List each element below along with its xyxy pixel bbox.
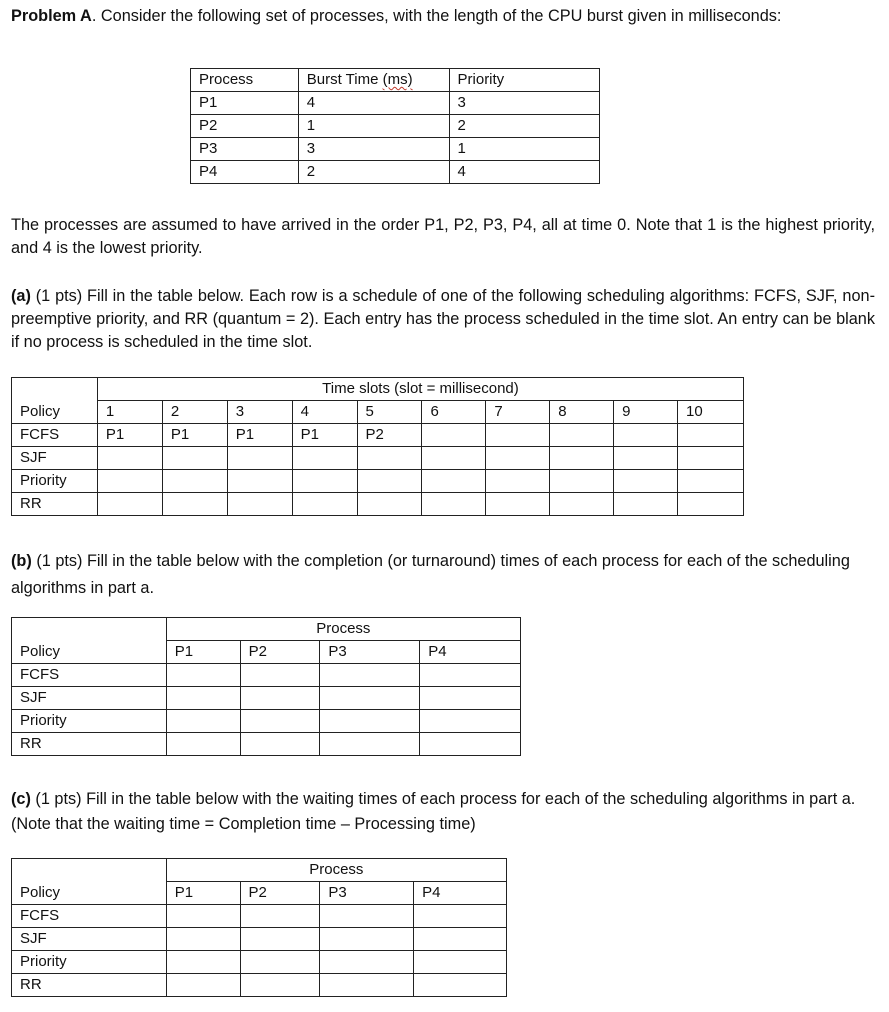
- process-column-header: P1: [166, 641, 240, 664]
- answer-cell[interactable]: [320, 664, 420, 687]
- slot-cell[interactable]: [486, 493, 550, 516]
- table-row: [12, 493, 744, 516]
- table-row: [191, 161, 600, 184]
- table-row: [12, 974, 507, 997]
- process-cell: P2: [191, 115, 299, 138]
- burst-time-header: [298, 69, 449, 92]
- priority-cell: 4: [449, 161, 599, 184]
- completion-table: [11, 617, 521, 756]
- process-column-header: P3: [320, 882, 414, 905]
- answer-cell[interactable]: [240, 928, 320, 951]
- table-row: [12, 905, 507, 928]
- policy-cell: Priority: [12, 951, 167, 974]
- burst-cell: 1: [298, 115, 449, 138]
- priority-cell: 3: [449, 92, 599, 115]
- answer-cell[interactable]: [166, 710, 240, 733]
- slot-cell[interactable]: [227, 447, 292, 470]
- answer-cell[interactable]: [166, 974, 240, 997]
- policy-header: Policy: [12, 641, 167, 664]
- answer-cell[interactable]: [240, 733, 320, 756]
- process-table-header: [191, 69, 600, 92]
- part-a-text: [11, 285, 875, 354]
- burst-time-unit: (ms): [382, 71, 413, 88]
- process-column-header: P2: [240, 641, 320, 664]
- policy-header: Policy: [12, 882, 167, 905]
- process-cell: P3: [191, 138, 299, 161]
- part-c-instructions: (1 pts) Fill in the table below with the waiting times of each process for each of the scheduling algorithms in part a. (Note that the waiting time = Completion time – Processing time): [11, 790, 856, 833]
- answer-cell[interactable]: [414, 905, 507, 928]
- answer-cell[interactable]: [240, 974, 320, 997]
- answer-cell[interactable]: [320, 905, 414, 928]
- slot-cell[interactable]: [614, 470, 678, 493]
- slot-cell[interactable]: [292, 493, 357, 516]
- slot-cell[interactable]: [422, 493, 486, 516]
- slot-cell[interactable]: P1: [227, 424, 292, 447]
- policy-spacer-cell: [12, 859, 167, 882]
- slot-header: 7: [486, 401, 550, 424]
- answer-cell[interactable]: [420, 710, 521, 733]
- table-row: [12, 951, 507, 974]
- schedule-slot-row: [12, 401, 744, 424]
- table-row: [12, 664, 521, 687]
- policy-cell: Priority: [12, 710, 167, 733]
- table-row: [191, 92, 600, 115]
- answer-cell[interactable]: [320, 951, 414, 974]
- priority-cell: 1: [449, 138, 599, 161]
- burst-time-label: Burst Time: [306, 71, 383, 88]
- priority-cell: 2: [449, 115, 599, 138]
- time-slots-header: Time slots (slot = millisecond): [97, 378, 743, 401]
- policy-cell: SJF: [12, 447, 98, 470]
- policy-cell: SJF: [12, 687, 167, 710]
- slot-cell[interactable]: [357, 493, 422, 516]
- slot-cell[interactable]: [97, 493, 162, 516]
- schedule-group-header-row: [12, 378, 744, 401]
- policy-cell: FCFS: [12, 424, 98, 447]
- answer-cell[interactable]: [420, 687, 521, 710]
- assumption-text: The processes are assumed to have arrived in the order P1, P2, P3, P4, all at time 0. Note that 1 is the highest priority, and 4 is the lowest priority.: [11, 216, 875, 257]
- policy-cell: FCFS: [12, 905, 167, 928]
- problem-statement: [11, 5, 881, 28]
- slot-cell[interactable]: [678, 470, 744, 493]
- slot-cell[interactable]: [550, 424, 614, 447]
- part-a-label: (a): [11, 287, 31, 305]
- slot-cell[interactable]: [678, 424, 744, 447]
- answer-cell[interactable]: [414, 951, 507, 974]
- burst-cell: 3: [298, 138, 449, 161]
- table-row: [12, 447, 744, 470]
- slot-cell[interactable]: [678, 493, 744, 516]
- answer-cell[interactable]: [166, 928, 240, 951]
- slot-cell[interactable]: [614, 447, 678, 470]
- policy-spacer-cell: [12, 378, 98, 401]
- completion-column-row: [12, 641, 521, 664]
- table-row: [12, 928, 507, 951]
- answer-cell[interactable]: [320, 928, 414, 951]
- slot-cell[interactable]: [614, 424, 678, 447]
- process-group-header: Process: [166, 618, 520, 641]
- slot-cell[interactable]: [357, 470, 422, 493]
- slot-header: 4: [292, 401, 357, 424]
- answer-cell[interactable]: [240, 664, 320, 687]
- answer-cell[interactable]: [414, 974, 507, 997]
- slot-cell[interactable]: [550, 470, 614, 493]
- table-row: [12, 687, 521, 710]
- slot-cell[interactable]: [422, 424, 486, 447]
- slot-header: 8: [550, 401, 614, 424]
- completion-group-header-row: [12, 618, 521, 641]
- slot-cell[interactable]: [227, 493, 292, 516]
- process-cell: P1: [191, 92, 299, 115]
- slot-cell[interactable]: [162, 447, 227, 470]
- part-b-label: (b): [11, 552, 32, 570]
- slot-header: 5: [357, 401, 422, 424]
- answer-cell[interactable]: [166, 664, 240, 687]
- answer-cell[interactable]: [320, 687, 420, 710]
- table-row: [12, 710, 521, 733]
- slot-cell[interactable]: [422, 470, 486, 493]
- answer-cell[interactable]: [240, 905, 320, 928]
- policy-cell: SJF: [12, 928, 167, 951]
- slot-cell[interactable]: [614, 493, 678, 516]
- answer-cell[interactable]: [166, 951, 240, 974]
- process-group-header: Process: [166, 859, 506, 882]
- slot-cell[interactable]: [486, 470, 550, 493]
- policy-cell: Priority: [12, 470, 98, 493]
- slot-cell[interactable]: [357, 447, 422, 470]
- part-a-instructions: (1 pts) Fill in the table below. Each row is a schedule of one of the following scheduling algorithms: FCFS, SJF, non-preemptive priority, and RR (quantum = 2). Each entry has the process scheduled in the time slot. An entry can be blank if no process is scheduled in the time slot.: [11, 287, 875, 351]
- policy-spacer-cell: [12, 618, 167, 641]
- waiting-column-row: [12, 882, 507, 905]
- answer-cell[interactable]: [420, 733, 521, 756]
- slot-cell[interactable]: [422, 447, 486, 470]
- slot-cell[interactable]: P2: [357, 424, 422, 447]
- answer-cell[interactable]: [166, 905, 240, 928]
- slot-cell[interactable]: P1: [97, 424, 162, 447]
- answer-cell[interactable]: [240, 687, 320, 710]
- slot-cell[interactable]: P1: [292, 424, 357, 447]
- answer-cell[interactable]: [166, 687, 240, 710]
- burst-cell: 4: [298, 92, 449, 115]
- part-c-text: [11, 787, 875, 837]
- slot-cell[interactable]: [162, 493, 227, 516]
- slot-cell[interactable]: [162, 470, 227, 493]
- answer-cell[interactable]: [240, 951, 320, 974]
- process-column-header: P1: [166, 882, 240, 905]
- slot-cell[interactable]: [678, 447, 744, 470]
- slot-cell[interactable]: [292, 470, 357, 493]
- part-b-instructions: (1 pts) Fill in the table below with the completion (or turnaround) times of each process for each of the scheduling algorithms in part a.: [11, 552, 850, 597]
- slot-cell[interactable]: [292, 447, 357, 470]
- process-column-header: P4: [420, 641, 521, 664]
- process-column-header: P4: [414, 882, 507, 905]
- slot-cell[interactable]: [550, 493, 614, 516]
- schedule-table: [11, 377, 744, 516]
- part-b-text: [11, 548, 875, 602]
- table-row: [191, 115, 600, 138]
- slot-cell[interactable]: [486, 447, 550, 470]
- process-cell: P4: [191, 161, 299, 184]
- policy-header: Policy: [12, 401, 98, 424]
- waiting-table: [11, 858, 507, 997]
- answer-cell[interactable]: [420, 664, 521, 687]
- table-row: [191, 138, 600, 161]
- answer-cell[interactable]: [240, 710, 320, 733]
- process-column-header: P3: [320, 641, 420, 664]
- policy-cell: FCFS: [12, 664, 167, 687]
- slot-cell[interactable]: [227, 470, 292, 493]
- problem-intro: . Consider the following set of processes, with the length of the CPU burst given in milliseconds:: [91, 7, 782, 25]
- process-table: [190, 68, 600, 184]
- policy-cell: RR: [12, 733, 167, 756]
- process-column-header: P2: [240, 882, 320, 905]
- table-row: [12, 424, 744, 447]
- table-row: [12, 470, 744, 493]
- slot-header: 3: [227, 401, 292, 424]
- slot-cell[interactable]: [550, 447, 614, 470]
- slot-cell[interactable]: [97, 447, 162, 470]
- waiting-group-header-row: [12, 859, 507, 882]
- slot-header: 9: [614, 401, 678, 424]
- table-row: [12, 733, 521, 756]
- answer-cell[interactable]: [414, 928, 507, 951]
- slot-header: 2: [162, 401, 227, 424]
- slot-cell[interactable]: [486, 424, 550, 447]
- problem-label: Problem A: [11, 7, 92, 25]
- burst-cell: 2: [298, 161, 449, 184]
- slot-header: 1: [97, 401, 162, 424]
- slot-header: 6: [422, 401, 486, 424]
- answer-cell[interactable]: [166, 733, 240, 756]
- slot-header: 10: [678, 401, 744, 424]
- answer-cell[interactable]: [320, 710, 420, 733]
- answer-cell[interactable]: [320, 974, 414, 997]
- slot-cell[interactable]: [97, 470, 162, 493]
- process-header: Process: [191, 69, 299, 92]
- priority-header: Priority: [449, 69, 599, 92]
- policy-cell: RR: [12, 974, 167, 997]
- policy-cell: RR: [12, 493, 98, 516]
- answer-cell[interactable]: [320, 733, 420, 756]
- slot-cell[interactable]: P1: [162, 424, 227, 447]
- part-c-label: (c): [11, 790, 31, 808]
